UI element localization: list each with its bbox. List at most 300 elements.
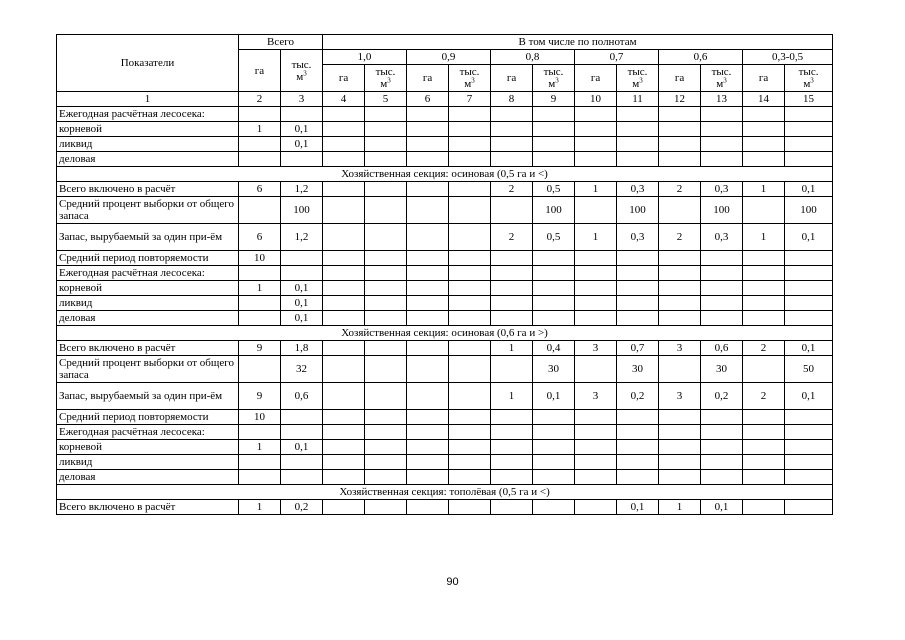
table-cell: [617, 296, 659, 311]
table-row: [57, 440, 833, 455]
table-cell: [407, 356, 449, 383]
table-cell: [239, 296, 281, 311]
unit-volume-header: тыс. $м^3$: [365, 65, 407, 92]
row-label: корневой: [57, 440, 239, 455]
table-cell: [407, 296, 449, 311]
table-cell: [533, 266, 575, 281]
table-cell: [239, 137, 281, 152]
table-cell: [659, 455, 701, 470]
table-row: [57, 137, 833, 152]
table-cell: [785, 137, 833, 152]
table-cell: [743, 197, 785, 224]
table-cell: 0,1: [281, 122, 323, 137]
table-cell: [659, 152, 701, 167]
table-row: [57, 107, 833, 122]
table-cell: [743, 311, 785, 326]
page-number: 90: [446, 576, 459, 588]
table-cell: [365, 152, 407, 167]
table-cell: 0,1: [281, 440, 323, 455]
table-cell: [449, 500, 491, 515]
table-cell: 6: [239, 224, 281, 251]
table-cell: [323, 383, 365, 410]
column-number: 9: [533, 92, 575, 107]
section-title: Хозяйственная секция: осиновая (0,5 га и <): [57, 167, 833, 182]
table-cell: [785, 251, 833, 266]
table-cell: [701, 455, 743, 470]
table-cell: [785, 470, 833, 485]
table-cell: 1,2: [281, 182, 323, 197]
table-cell: [281, 410, 323, 425]
table-cell: 1: [239, 500, 281, 515]
table-cell: 1: [575, 182, 617, 197]
table-cell: [617, 440, 659, 455]
table-cell: 0,1: [785, 341, 833, 356]
table-cell: 100: [281, 197, 323, 224]
table-row: [57, 500, 833, 515]
table-cell: [533, 311, 575, 326]
table-cell: [365, 182, 407, 197]
row-label: Запас, вырубаемый за один при-ём: [57, 383, 239, 410]
table-cell: [365, 107, 407, 122]
table-row: [57, 356, 833, 383]
table-cell: [743, 251, 785, 266]
row-label: Запас, вырубаемый за один при-ём: [57, 224, 239, 251]
column-number: 8: [491, 92, 533, 107]
table-cell: [491, 197, 533, 224]
table-cell: 0,5: [533, 182, 575, 197]
table-cell: [743, 410, 785, 425]
unit-volume-header: тыс. $м^3$: [785, 65, 833, 92]
table-cell: 0,2: [617, 383, 659, 410]
table-cell: [449, 311, 491, 326]
table-cell: [239, 107, 281, 122]
table-row: [57, 152, 833, 167]
total-ha-header: га: [239, 50, 281, 92]
table-cell: [575, 122, 617, 137]
table-cell: [323, 197, 365, 224]
table-cell: [365, 410, 407, 425]
table-cell: [575, 107, 617, 122]
column-number: 11: [617, 92, 659, 107]
table-cell: 100: [785, 197, 833, 224]
table-cell: [323, 500, 365, 515]
table-cell: 1: [659, 500, 701, 515]
table-cell: 9: [239, 341, 281, 356]
column-number: 13: [701, 92, 743, 107]
table-cell: [491, 410, 533, 425]
table-cell: [281, 266, 323, 281]
table-cell: [659, 197, 701, 224]
table-cell: 1: [743, 182, 785, 197]
table-cell: [323, 425, 365, 440]
table-cell: 0,3: [617, 182, 659, 197]
table-cell: [743, 281, 785, 296]
table-row: [57, 341, 833, 356]
table-cell: [701, 122, 743, 137]
table-cell: 1: [491, 341, 533, 356]
unit-ha-header: га: [575, 65, 617, 92]
table-cell: [365, 197, 407, 224]
row-label: ликвид: [57, 455, 239, 470]
table-cell: 32: [281, 356, 323, 383]
table-cell: 0,1: [785, 182, 833, 197]
table-cell: [449, 266, 491, 281]
table-cell: [365, 425, 407, 440]
table-cell: [365, 266, 407, 281]
column-number: 6: [407, 92, 449, 107]
table-cell: [281, 425, 323, 440]
table-cell: 1: [491, 383, 533, 410]
indicators-header: Показатели: [57, 35, 239, 92]
table-cell: [365, 251, 407, 266]
table-cell: [365, 224, 407, 251]
density-header: 0,9: [407, 50, 491, 65]
table-cell: [239, 425, 281, 440]
table-cell: [491, 470, 533, 485]
table-cell: [575, 470, 617, 485]
table-cell: [449, 440, 491, 455]
table-cell: [407, 152, 449, 167]
table-cell: [407, 311, 449, 326]
density-header: 0,8: [491, 50, 575, 65]
table-cell: 0,1: [785, 224, 833, 251]
table-cell: [449, 251, 491, 266]
table-cell: [743, 152, 785, 167]
table-cell: [743, 266, 785, 281]
row-label: деловая: [57, 152, 239, 167]
unit-volume-header: тыс. $м^3$: [701, 65, 743, 92]
table-cell: [365, 440, 407, 455]
table-cell: [323, 107, 365, 122]
table-cell: [239, 455, 281, 470]
table-cell: [449, 224, 491, 251]
table-cell: [701, 311, 743, 326]
table-row: [57, 281, 833, 296]
table-cell: [407, 224, 449, 251]
table-row: [57, 182, 833, 197]
table-cell: 50: [785, 356, 833, 383]
table-cell: [701, 266, 743, 281]
table-cell: 3: [659, 383, 701, 410]
table-cell: [365, 383, 407, 410]
table-cell: [491, 296, 533, 311]
table-cell: [533, 281, 575, 296]
table-cell: [659, 122, 701, 137]
table-cell: [323, 410, 365, 425]
table-cell: 1: [575, 224, 617, 251]
table-cell: [491, 266, 533, 281]
table-cell: [323, 311, 365, 326]
table-cell: [533, 410, 575, 425]
column-number: 14: [743, 92, 785, 107]
table-cell: 0,1: [701, 500, 743, 515]
table-cell: [323, 341, 365, 356]
table-cell: [449, 281, 491, 296]
table-cell: 2: [743, 383, 785, 410]
table-cell: [281, 470, 323, 485]
table-cell: 0,1: [617, 500, 659, 515]
table-cell: [449, 410, 491, 425]
column-number: 12: [659, 92, 701, 107]
table-cell: [365, 356, 407, 383]
table-cell: [407, 425, 449, 440]
table-cell: 1,2: [281, 224, 323, 251]
table-cell: [407, 410, 449, 425]
table-cell: [449, 152, 491, 167]
table-cell: 30: [617, 356, 659, 383]
column-number: 4: [323, 92, 365, 107]
table-cell: [659, 425, 701, 440]
table-row: [57, 455, 833, 470]
table-cell: [491, 107, 533, 122]
table-cell: [617, 122, 659, 137]
table-cell: [743, 296, 785, 311]
row-label: Ежегодная расчётная лесосека:: [57, 266, 239, 281]
table-cell: [785, 152, 833, 167]
table-cell: 0,5: [533, 224, 575, 251]
table-cell: [407, 266, 449, 281]
unit-ha-header: га: [407, 65, 449, 92]
table-cell: 10: [239, 251, 281, 266]
table-cell: [659, 137, 701, 152]
column-number: 3: [281, 92, 323, 107]
table-cell: [617, 455, 659, 470]
table-cell: 2: [743, 341, 785, 356]
table-cell: [785, 281, 833, 296]
table-cell: [449, 356, 491, 383]
table-cell: [575, 440, 617, 455]
table-cell: 1,8: [281, 341, 323, 356]
table-cell: [743, 137, 785, 152]
table-cell: 1: [743, 224, 785, 251]
table-cell: [407, 197, 449, 224]
table-cell: [449, 197, 491, 224]
table-cell: [323, 296, 365, 311]
table-row: [57, 383, 833, 410]
table-cell: [323, 281, 365, 296]
unit-ha-header: га: [323, 65, 365, 92]
table-cell: [491, 455, 533, 470]
table-cell: [617, 152, 659, 167]
table-cell: [575, 251, 617, 266]
table-cell: [701, 137, 743, 152]
table-cell: [323, 152, 365, 167]
table-cell: [491, 356, 533, 383]
column-number-row: [57, 92, 833, 107]
table-cell: 0,2: [701, 383, 743, 410]
table-row: [57, 197, 833, 224]
table-cell: [533, 152, 575, 167]
table-cell: [365, 137, 407, 152]
table-cell: [365, 122, 407, 137]
table-cell: [491, 500, 533, 515]
table-cell: [533, 122, 575, 137]
table-row: [57, 266, 833, 281]
table-cell: [785, 122, 833, 137]
section-title: Хозяйственная секция: тополёвая (0,5 га и <): [57, 485, 833, 500]
table-cell: [575, 152, 617, 167]
table-cell: [491, 152, 533, 167]
table-cell: [365, 500, 407, 515]
table-cell: [743, 500, 785, 515]
table-cell: 0,2: [281, 500, 323, 515]
table-cell: [323, 251, 365, 266]
table-cell: 0,1: [281, 137, 323, 152]
table-cell: [617, 281, 659, 296]
unit-volume-header: тыс. $м^3$: [533, 65, 575, 92]
table-cell: [449, 137, 491, 152]
table-cell: [743, 470, 785, 485]
table-cell: [407, 182, 449, 197]
table-cell: [491, 251, 533, 266]
table-cell: [743, 122, 785, 137]
section-row: [57, 326, 833, 341]
table-cell: [659, 311, 701, 326]
table-cell: [785, 311, 833, 326]
table-cell: 0,3: [701, 182, 743, 197]
table-cell: [617, 251, 659, 266]
section-row: [57, 167, 833, 182]
table-cell: 0,1: [281, 281, 323, 296]
table-cell: [407, 383, 449, 410]
table-cell: [281, 455, 323, 470]
table-cell: [659, 356, 701, 383]
table-cell: [407, 137, 449, 152]
table-cell: [659, 266, 701, 281]
table-cell: [701, 281, 743, 296]
table-cell: [449, 425, 491, 440]
table-cell: 2: [491, 182, 533, 197]
table-cell: [743, 425, 785, 440]
unit-volume-header: тыс. $м^3$: [617, 65, 659, 92]
table-cell: [239, 356, 281, 383]
column-number: 2: [239, 92, 281, 107]
table-cell: [491, 440, 533, 455]
table-cell: [785, 107, 833, 122]
table-cell: 1: [239, 281, 281, 296]
table-cell: [323, 356, 365, 383]
table-cell: [365, 341, 407, 356]
density-header: 0,7: [575, 50, 659, 65]
table-cell: [659, 281, 701, 296]
table-cell: [407, 251, 449, 266]
table-cell: 100: [701, 197, 743, 224]
table-cell: [449, 383, 491, 410]
table-cell: 30: [533, 356, 575, 383]
table-cell: [491, 137, 533, 152]
table-cell: [491, 122, 533, 137]
table-cell: [449, 470, 491, 485]
row-label: деловая: [57, 470, 239, 485]
table-cell: [701, 410, 743, 425]
total-header: Всего: [239, 35, 323, 50]
table-cell: [701, 152, 743, 167]
table-cell: 0,7: [617, 341, 659, 356]
table-row: [57, 296, 833, 311]
table-row: [57, 425, 833, 440]
table-cell: [533, 455, 575, 470]
table-cell: [449, 122, 491, 137]
table-cell: 2: [659, 182, 701, 197]
table-cell: [407, 455, 449, 470]
table-cell: [785, 500, 833, 515]
table-cell: [239, 311, 281, 326]
row-label: корневой: [57, 122, 239, 137]
table-cell: [659, 440, 701, 455]
table-cell: [575, 425, 617, 440]
table-row: [57, 470, 833, 485]
table-cell: 0,4: [533, 341, 575, 356]
table-cell: 0,6: [281, 383, 323, 410]
table-cell: [533, 137, 575, 152]
table-cell: [659, 296, 701, 311]
table-cell: [323, 182, 365, 197]
table-cell: [701, 296, 743, 311]
unit-ha-header: га: [659, 65, 701, 92]
table-cell: [743, 455, 785, 470]
table-cell: [239, 197, 281, 224]
table-cell: [785, 455, 833, 470]
density-header: 0,3-0,5: [743, 50, 833, 65]
table-cell: [323, 224, 365, 251]
table-cell: 0,3: [701, 224, 743, 251]
table-cell: 0,1: [533, 383, 575, 410]
table-cell: [281, 251, 323, 266]
table-cell: 6: [239, 182, 281, 197]
row-label: ликвид: [57, 137, 239, 152]
table-cell: [575, 296, 617, 311]
table-cell: 3: [659, 341, 701, 356]
table-cell: [365, 296, 407, 311]
table-cell: [575, 356, 617, 383]
row-label: корневой: [57, 281, 239, 296]
table-cell: [239, 266, 281, 281]
header-row-1: [57, 35, 833, 50]
table-cell: [701, 440, 743, 455]
table-cell: [743, 107, 785, 122]
table-cell: [659, 410, 701, 425]
table-cell: [701, 425, 743, 440]
table-cell: [449, 182, 491, 197]
table-cell: [659, 251, 701, 266]
density-header: 1,0: [323, 50, 407, 65]
unit-ha-header: га: [743, 65, 785, 92]
row-label: Средний процент выборки от общего запаса: [57, 197, 239, 224]
table-cell: [533, 470, 575, 485]
table-cell: [323, 440, 365, 455]
table-cell: [575, 311, 617, 326]
section-row: [57, 485, 833, 500]
table-cell: [659, 107, 701, 122]
table-cell: 2: [659, 224, 701, 251]
table-cell: [323, 455, 365, 470]
table-cell: [701, 107, 743, 122]
section-title: Хозяйственная секция: осиновая (0,6 га и >): [57, 326, 833, 341]
table-cell: [239, 152, 281, 167]
table-cell: [491, 281, 533, 296]
row-label: Ежегодная расчётная лесосека:: [57, 425, 239, 440]
table-cell: 10: [239, 410, 281, 425]
row-label: Средний период повторяемости: [57, 251, 239, 266]
table-cell: [491, 425, 533, 440]
table-cell: [575, 281, 617, 296]
table-cell: [365, 281, 407, 296]
table-cell: [575, 137, 617, 152]
table-cell: [575, 410, 617, 425]
density-header: 0,6: [659, 50, 743, 65]
table-cell: [407, 341, 449, 356]
table-cell: 100: [533, 197, 575, 224]
